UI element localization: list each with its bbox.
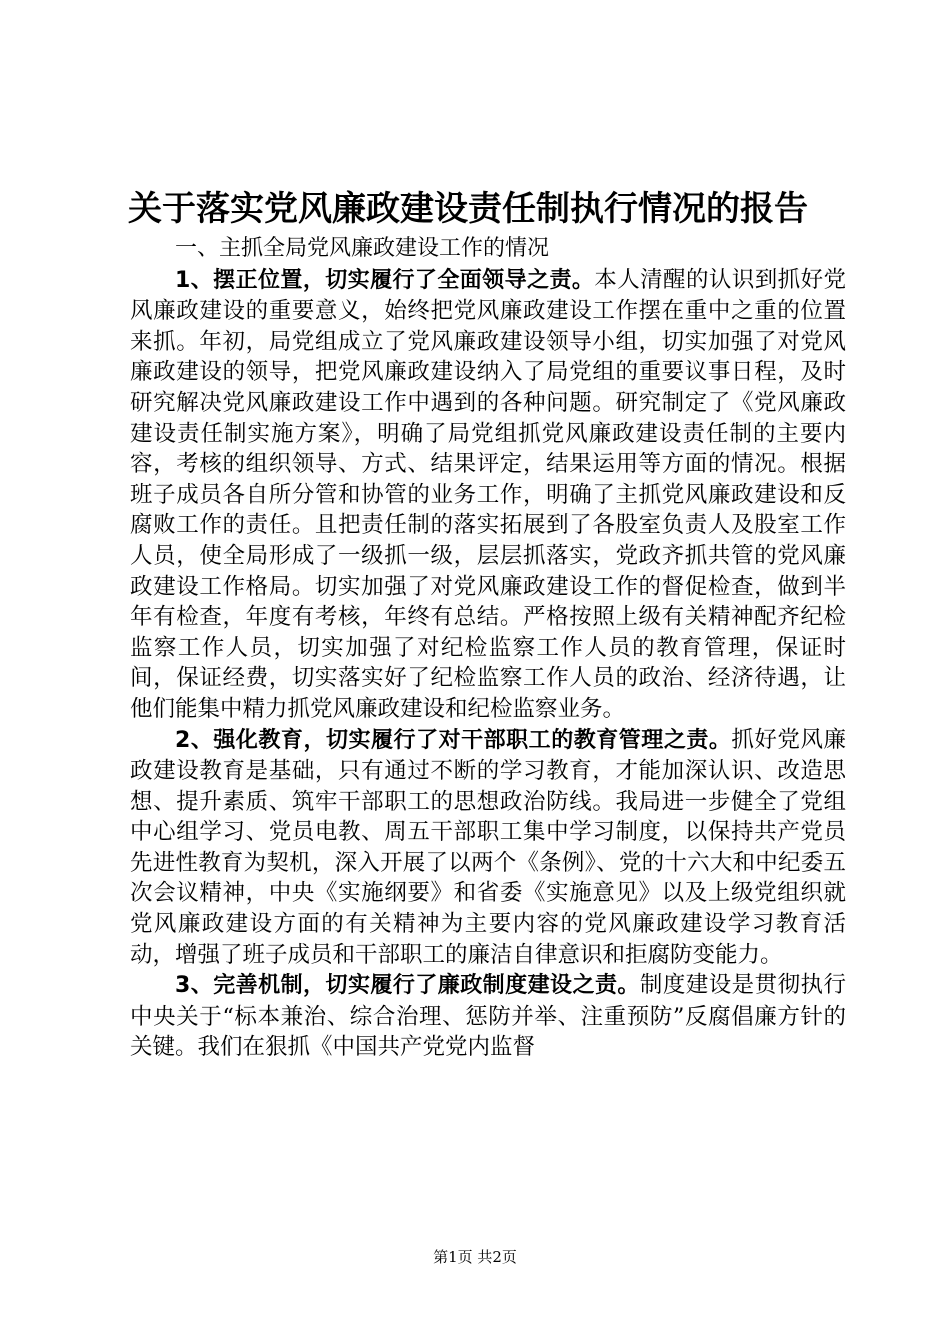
section-heading: 一、主抓全局党风廉政建设工作的情况 xyxy=(175,236,550,261)
document-title: 关于落实党风廉政建设责任制执行情况的报告 xyxy=(128,189,808,229)
paragraph-3-text: 制度建设是贯彻执行中央关于“标本兼治、综合治理、惩防并举、注重预防”反腐倡廉方针的关键。我们在狠抓《中国共产党党内监督 xyxy=(130,972,846,1061)
document-body xyxy=(130,233,846,1063)
paragraph-1-text: 本人清醒的认识到抓好党风廉政建设的重要意义，始终把党风廉政建设工作摆在重中之重的位置来抓。年初，局党组成立了党风廉政建设领导小组，切实加强了对党风廉政建设的领导，把党风廉政建设纳入了局党组的重要议事日程，及时研究解决党风廉政建设工作中遇到的各种问题。研究制定了《党风廉政建设责任制实施方案》，明确了局党组抓党风廉政建设责任制的主要内容，考核的组织领导、方式、结果评定，结果运用等方面的情况。根据班子成员各自所分管和协管的业务工作，明确了主抓党风廉政建设和反腐败工作的责任。且把责任制的落实拓展到了各股室负责人及股室工作人员，使全局形成了一级抓一级，层层抓落实，党政齐抓共管的党风廉政建设工作格局。切实加强了对党风廉政建设工作的督促检查，做到半年有检查，年度有考核，年终有总结。严格按照上级有关精神配齐纪检监察工作人员，切实加强了对纪检监察工作人员的教育管理，保证时间，保证经费，切实落实好了纪检监察工作人员的政治、经济待遇，让他们能集中精力抓党风廉政建设和纪检监察业务。 xyxy=(130,266,846,722)
body-paragraph-1 xyxy=(130,265,846,725)
body-paragraph-2 xyxy=(130,725,846,971)
paragraph-2-lead: 2、强化教育，切实履行了对干部职工的教育管理之责。 xyxy=(175,727,732,753)
paragraph-1-lead: 1、摆正位置，切实履行了全面领导之责。 xyxy=(175,267,595,293)
page-footer: 第1页 共2页 xyxy=(433,1248,517,1266)
section-heading-paragraph xyxy=(130,233,846,265)
paragraph-2-text: 抓好党风廉政建设教育是基础，只有通过不断的学习教育，才能加深认识、改造思想、提升素质、筑牢干部职工的思想政治防线。我局进一步健全了党组中心组学习、党员电教、周五干部职工集中学习制度，以保持共产党员先进性教育为契机，深入开展了以两个《条例》、党的十六大和中纪委五次会议精神，中央《实施纲要》和省委《实施意见》以及上级党组织就党风廉政建设方面的有关精神为主要内容的党风廉政建设学习教育活动，增强了班子成员和干部职工的廉洁自律意识和拒腐防变能力。 xyxy=(130,726,846,968)
body-paragraph-3 xyxy=(130,970,846,1063)
paragraph-3-lead: 3、完善机制，切实履行了廉政制度建设之责。 xyxy=(175,973,640,999)
